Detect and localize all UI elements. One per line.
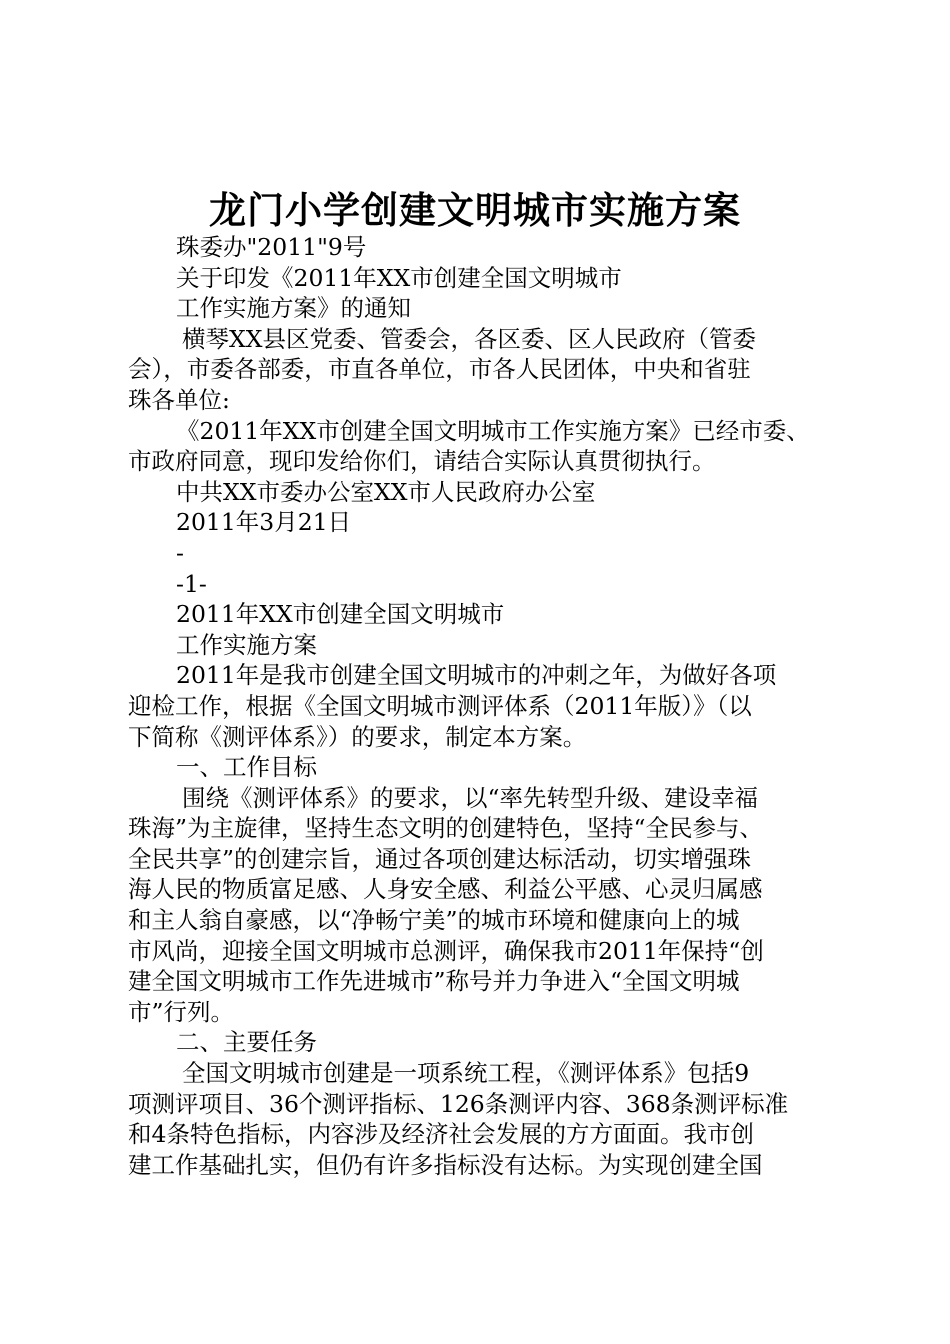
text-line: 2011年3月21日 [176,508,352,537]
text-line: 建全国文明城市工作先进城市”称号并力争进入“全国文明城 [128,967,740,996]
text-line: 工作实施方案 [176,630,317,659]
text-line: 迎检工作，根据《全国文明城市测评体系（2011年版）》（以 [128,691,752,720]
text-line: 珠各单位: [128,385,230,414]
text-line: 二、主要任务 [176,1028,317,1057]
text-line: 全国文明城市创建是一项系统工程，《测评体系》包括9 [182,1059,750,1088]
text-line: 和主人翁自豪感，以“净畅宁美”的城市环境和健康向上的城 [128,906,740,935]
text-line: 中共XX市委办公室XX市人民政府办公室 [176,477,596,506]
text-line: 工作实施方案》的通知 [176,294,411,323]
document-title: 龙门小学创建文明城市实施方案 [209,188,741,232]
text-line: 珠海”为主旋律，坚持生态文明的创建特色，坚持“全民参与、 [128,814,764,843]
text-line: -1- [176,569,207,598]
text-line: 横琴XX县区党委、管委会，各区委、区人民政府（管委 [182,324,756,353]
document-body [128,232,832,1180]
text-line: 海人民的物质富足感、人身安全感、利益公平感、心灵归属感 [128,875,763,904]
text-line: 市风尚，迎接全国文明城市总测评，确保我市2011年保持“创 [128,936,764,965]
text-line: 《2011年XX市创建全国文明城市工作实施方案》已经市委、 [176,416,810,445]
text-line: - [176,538,184,567]
text-line: 下简称《测评体系》）的要求，制定本方案。 [128,722,587,751]
text-line: 围绕《测评体系》的要求，以“率先转型升级、建设幸福 [182,783,759,812]
text-line: 和4条特色指标，内容涉及经济社会发展的方方面面。我市创 [128,1120,754,1149]
text-line: 市”行列。 [128,997,235,1026]
text-line: 一、工作目标 [176,753,317,782]
text-line: 会），市委各部委，市直各单位，市各人民团体，中央和省驻 [128,355,751,384]
text-line: 市政府同意，现印发给你们，请结合实际认真贯彻执行。 [128,447,716,476]
text-line: 关于印发《2011年XX市创建全国文明城市 [176,263,622,292]
text-line: 项测评项目、36个测评指标、126条测评内容、368条测评标准 [128,1089,789,1118]
text-line: 2011年是我市创建全国文明城市的冲刺之年，为做好各项 [176,661,777,690]
text-line: 2011年XX市创建全国文明城市 [176,600,505,629]
text-line: 全民共享”的创建宗旨，通过各项创建达标活动，切实增强珠 [128,844,752,873]
text-line: 建工作基础扎实，但仍有许多指标没有达标。为实现创建全国 [128,1150,763,1179]
text-line: 珠委办"2011"9号 [176,233,367,261]
